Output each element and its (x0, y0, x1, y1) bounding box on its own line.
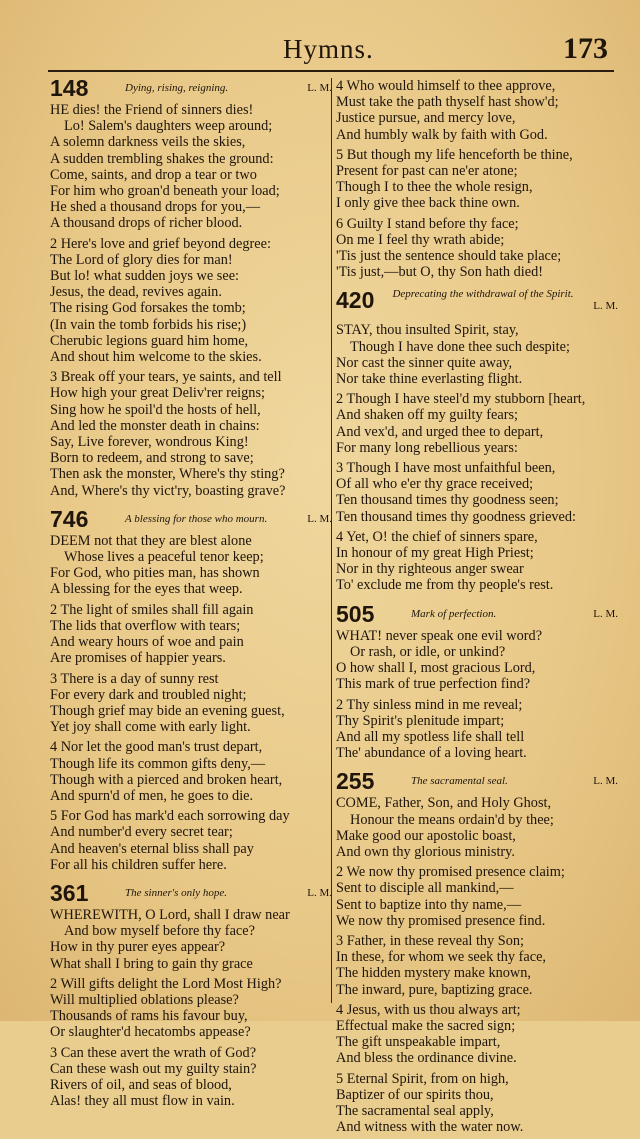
verse-line: O how shall I, most gracious Lord, (336, 660, 536, 677)
verse-line: And heaven's eternal bliss shall pay (50, 840, 254, 857)
verse-line: Or rash, or idle, or unkind? (350, 643, 506, 660)
verse-line: I only give thee back thine own. (336, 195, 520, 212)
verse-line: Then ask the monster, Where's thy sting? (50, 466, 285, 483)
verse-line: Born to redeem, and strong to save; (50, 450, 254, 467)
verse-line: Ten thousand times thy goodness grieved: (336, 508, 577, 525)
verse-line: Must take the path thyself hast show'd; (336, 94, 559, 111)
verse-line: 6 Guilty I stand before thy face; (336, 215, 519, 232)
page-number: 173 (563, 32, 608, 65)
verse-line: And spurn'd of men, he goes to die. (50, 787, 254, 804)
verse-line: What shall I bring to gain thy grace (50, 955, 253, 972)
hymn-verse (336, 78, 618, 143)
hymn-meter: L. M. (307, 512, 332, 525)
hymn-verse (50, 533, 332, 598)
verse-line: And witness with the water now. (336, 1119, 524, 1136)
hymn-verse (336, 933, 618, 998)
verse-line: Present for past can ne'er atone; (336, 163, 518, 180)
verse-line: 2 Will gifts delight the Lord Most High? (50, 975, 282, 992)
verse-line: And bow myself before thy face? (64, 923, 255, 940)
hymn-subtitle: Dying, rising, reigning. (125, 82, 229, 94)
verse-line: Nor in thy righteous anger swear (336, 561, 524, 578)
hymn-verse (336, 147, 618, 212)
verse-line: Rivers of oil, and seas of blood, (50, 1076, 232, 1093)
verse-line: Ten thousand times thy goodness seen; (336, 492, 559, 509)
hymn-meter: L. M. (593, 300, 618, 313)
verse-line: 4 Jesus, with us thou always art; (336, 1001, 521, 1018)
hymn-heading (336, 600, 618, 628)
verse-line: And shout him welcome to the skies. (50, 349, 262, 366)
hymn-continued (336, 78, 618, 280)
verse-line: A sudden trembling shakes the ground: (50, 150, 274, 167)
hymn-subtitle: A blessing for those who mourn. (125, 512, 268, 525)
verse-line: Or slaughter'd hecatombs appease? (50, 1024, 251, 1041)
hymn-meter: L. M. (307, 886, 332, 899)
verse-line: Effectual make the sacred sign; (336, 1017, 516, 1034)
verse-line: Will multiplied oblations please? (50, 991, 239, 1008)
verse-line: To' exclude me from thy people's rest. (336, 577, 554, 594)
hymn-255 (336, 768, 618, 1136)
verse-line: 5 For God has mark'd each sorrowing day (50, 808, 290, 825)
verse-line: 3 Can these avert the wrath of God? (50, 1044, 257, 1061)
verse-line: For many long rebellious years: (336, 439, 518, 456)
verse-line: Sing how he spoil'd the hosts of hell, (50, 401, 261, 418)
verse-line: Nor cast the sinner quite away, (336, 354, 513, 371)
hymn-number: 746 (50, 505, 89, 532)
verse-line: Come, saints, and drop a tear or two (50, 166, 257, 183)
verse-line: For him who groan'd beneath your load; (50, 183, 280, 200)
hymn-heading (50, 505, 332, 533)
verse-line: In these, for whom we seek thy face, (336, 949, 547, 966)
verse-line: And number'd every secret tear; (50, 824, 233, 841)
verse-line: (In vain the tomb forbids his rise;) (50, 316, 247, 333)
verse-line: Thy Spirit's plenitude impart; (336, 712, 505, 729)
verse-line: For all his children suffer here. (50, 856, 227, 873)
verse-line: And bless the ordinance divine. (336, 1050, 517, 1067)
verse-line: Say, Live forever, wondrous King! (50, 434, 249, 451)
hymn-verse (336, 529, 618, 594)
hymn-746 (50, 505, 332, 873)
verse-line: Can these wash out my guilty stain? (50, 1060, 257, 1077)
verse-line: Yet joy shall come with early light. (50, 719, 251, 736)
verse-line: 5 Eternal Spirit, from on high, (336, 1070, 509, 1087)
verse-line: This mark of true perfection find? (336, 676, 531, 693)
verse-line: And humbly walk by faith with God. (336, 126, 548, 143)
verse-line: The lids that overflow with tears; (50, 617, 241, 634)
hymn-subtitle: The sacramental seal. (411, 775, 508, 788)
hymn-verse (50, 907, 332, 972)
header-rule (48, 70, 614, 72)
hymn-verse (336, 216, 618, 281)
verse-line: We now thy promised presence find. (336, 912, 546, 929)
verse-line: Of all who e'er thy grace received; (336, 476, 534, 493)
verse-line: Alas! they all must flow in vain. (50, 1093, 235, 1110)
verse-line: Thousands of rams his favour buy, (50, 1008, 248, 1025)
verse-line: 2 The light of smiles shall fill again (50, 601, 254, 618)
verse-line: COME, Father, Son, and Holy Ghost, (336, 795, 552, 812)
hymn-heading (50, 75, 332, 102)
hymn-number: 361 (50, 879, 89, 906)
hymn-subtitle: The sinner's only hope. (125, 886, 227, 899)
hymn-meter: L. M. (593, 775, 618, 788)
verse-line: And, Where's thy vict'ry, boasting grave? (50, 482, 286, 499)
hymn-verse (50, 236, 332, 366)
verse-line: The' abundance of a loving heart. (336, 745, 527, 762)
verse-line: For God, who pities man, has shown (50, 565, 260, 582)
hymn-verse (50, 102, 332, 232)
verse-line: Though with a pierced and broken heart, (50, 771, 283, 788)
hymn-number: 255 (336, 768, 375, 795)
hymn-subtitle: Mark of perfection. (411, 607, 497, 620)
hymn-verse (336, 391, 618, 456)
verse-line: 2 Though I have steel'd my stubborn [heart, (336, 391, 586, 408)
verse-line: 4 Nor let the good man's trust depart, (50, 739, 263, 756)
hymn-verse (336, 1002, 618, 1067)
verse-line: Baptizer of our spirits thou, (336, 1086, 494, 1103)
hymn-verse (336, 795, 618, 860)
hymn-meter: L. M. (307, 82, 332, 94)
hymn-361 (50, 879, 332, 1110)
hymn-verse (336, 864, 618, 929)
hymn-420 (336, 287, 618, 594)
verse-line: 3 Break off your tears, ye saints, and tell (50, 369, 282, 386)
page-header (0, 30, 640, 70)
hymn-meter: L. M. (593, 607, 618, 620)
verse-line: 'Tis just,—but O, thy Son hath died! (336, 264, 543, 281)
hymn-verse (336, 697, 618, 762)
left-column (50, 75, 332, 1113)
verse-line: DEEM not that they are blest alone (50, 532, 252, 549)
verse-line: Though I to thee the whole resign, (336, 179, 533, 196)
verse-line: For every dark and troubled night; (50, 686, 247, 703)
page-title: Hymns. (283, 34, 374, 64)
hymn-number: 505 (336, 600, 375, 627)
verse-line: And led the monster death in chains: (50, 417, 260, 434)
hymn-heading (50, 879, 332, 907)
right-column (336, 78, 618, 1139)
verse-line: 4 Yet, O! the chief of sinners spare, (336, 528, 538, 545)
verse-line: Though grief may bide an evening guest, (50, 702, 285, 719)
verse-line: And own thy glorious ministry. (336, 843, 515, 860)
verse-line: And weary hours of woe and pain (50, 634, 244, 651)
verse-line: STAY, thou insulted Spirit, stay, (336, 322, 519, 339)
verse-line: A solemn darkness veils the skies, (50, 134, 246, 151)
verse-line: Justice pursue, and mercy love, (336, 110, 516, 127)
verse-line: 4 Who would himself to thee approve, (336, 78, 556, 94)
verse-line: The Lord of glory dies for man! (50, 251, 233, 268)
verse-line: 3 Though I have most unfaithful been, (336, 460, 556, 477)
verse-line: The hidden mystery make known, (336, 965, 531, 982)
hymn-verse (336, 628, 618, 693)
verse-line: Are promises of happier years. (50, 650, 226, 667)
verse-line: The rising God forsakes the tomb; (50, 300, 246, 317)
verse-line: And all my spotless life shall tell (336, 728, 525, 745)
verse-line: He shed a thousand drops for you,— (50, 199, 261, 216)
hymn-505 (336, 600, 618, 762)
verse-line: Lo! Salem's daughters weep around; (64, 118, 273, 135)
verse-line: 3 Father, in these reveal thy Son; (336, 932, 525, 949)
verse-line: But lo! what sudden joys we see: (50, 268, 240, 285)
verse-line: HE dies! the Friend of sinners dies! (50, 102, 254, 118)
verse-line: Jesus, the dead, revives again. (50, 284, 222, 301)
hymn-number: 420 (336, 287, 375, 314)
hymn-verse (336, 1071, 618, 1136)
verse-line: WHEREWITH, O Lord, shall I draw near (50, 906, 290, 923)
verse-line: How high your great Deliv'rer reigns; (50, 385, 265, 402)
verse-line: And shaken off my guilty fears; (336, 407, 518, 424)
verse-line: Sent to baptize into thy name,— (336, 896, 522, 913)
hymn-148 (50, 75, 332, 499)
verse-line: 2 Thy sinless mind in me reveal; (336, 696, 523, 713)
verse-line: The gift unspeakable impart, (336, 1034, 501, 1051)
verse-line: Nor take thine everlasting flight. (336, 371, 523, 388)
verse-line: Sent to disciple all mankind,— (336, 880, 514, 897)
hymn-verse (50, 976, 332, 1041)
verse-line: 2 We now thy promised presence claim; (336, 864, 565, 881)
verse-line: The inward, pure, baptizing grace. (336, 981, 533, 998)
verse-line: 5 But though my life henceforth be thine, (336, 146, 573, 163)
hymn-verse (50, 739, 332, 804)
verse-line: The sacramental seal apply, (336, 1102, 494, 1119)
verse-line: In honour of my great High Priest; (336, 545, 534, 562)
hymn-verse (50, 808, 332, 873)
verse-line: And vex'd, and urged thee to depart, (336, 423, 544, 440)
hymn-heading (336, 768, 618, 795)
hymn-number: 148 (50, 75, 89, 101)
hymn-verse (50, 1045, 332, 1110)
verse-line: Honour the means ordain'd by thee; (350, 811, 554, 828)
verse-line: Though life its common gifts deny,— (50, 755, 266, 772)
verse-line: A thousand drops of richer blood. (50, 215, 243, 232)
verse-line: Cherubic legions guard him home, (50, 332, 249, 349)
verse-line: Whose lives a peaceful tenor keep; (64, 549, 264, 566)
hymn-verse (336, 460, 618, 525)
verse-line: On me I feel thy wrath abide; (336, 231, 505, 248)
verse-line: 'Tis just the sentence should take place; (336, 248, 562, 265)
hymn-verse (50, 671, 332, 736)
hymn-subtitle: Deprecating the withdrawal of the Spirit. (392, 288, 574, 301)
verse-line: 3 There is a day of sunny rest (50, 670, 219, 687)
verse-line: WHAT! never speak one evil word? (336, 627, 543, 644)
hymn-verse (50, 602, 332, 667)
hymn-heading (336, 287, 618, 322)
hymn-verse (336, 322, 618, 387)
verse-line: Make good our apostolic boast, (336, 827, 516, 844)
verse-line: A blessing for the eyes that weep. (50, 581, 243, 598)
verse-line: 2 Here's love and grief beyond degree: (50, 235, 271, 252)
verse-line: How in thy purer eyes appear? (50, 939, 226, 956)
hymn-verse (50, 369, 332, 499)
verse-line: Though I have done thee such despite; (350, 338, 570, 355)
